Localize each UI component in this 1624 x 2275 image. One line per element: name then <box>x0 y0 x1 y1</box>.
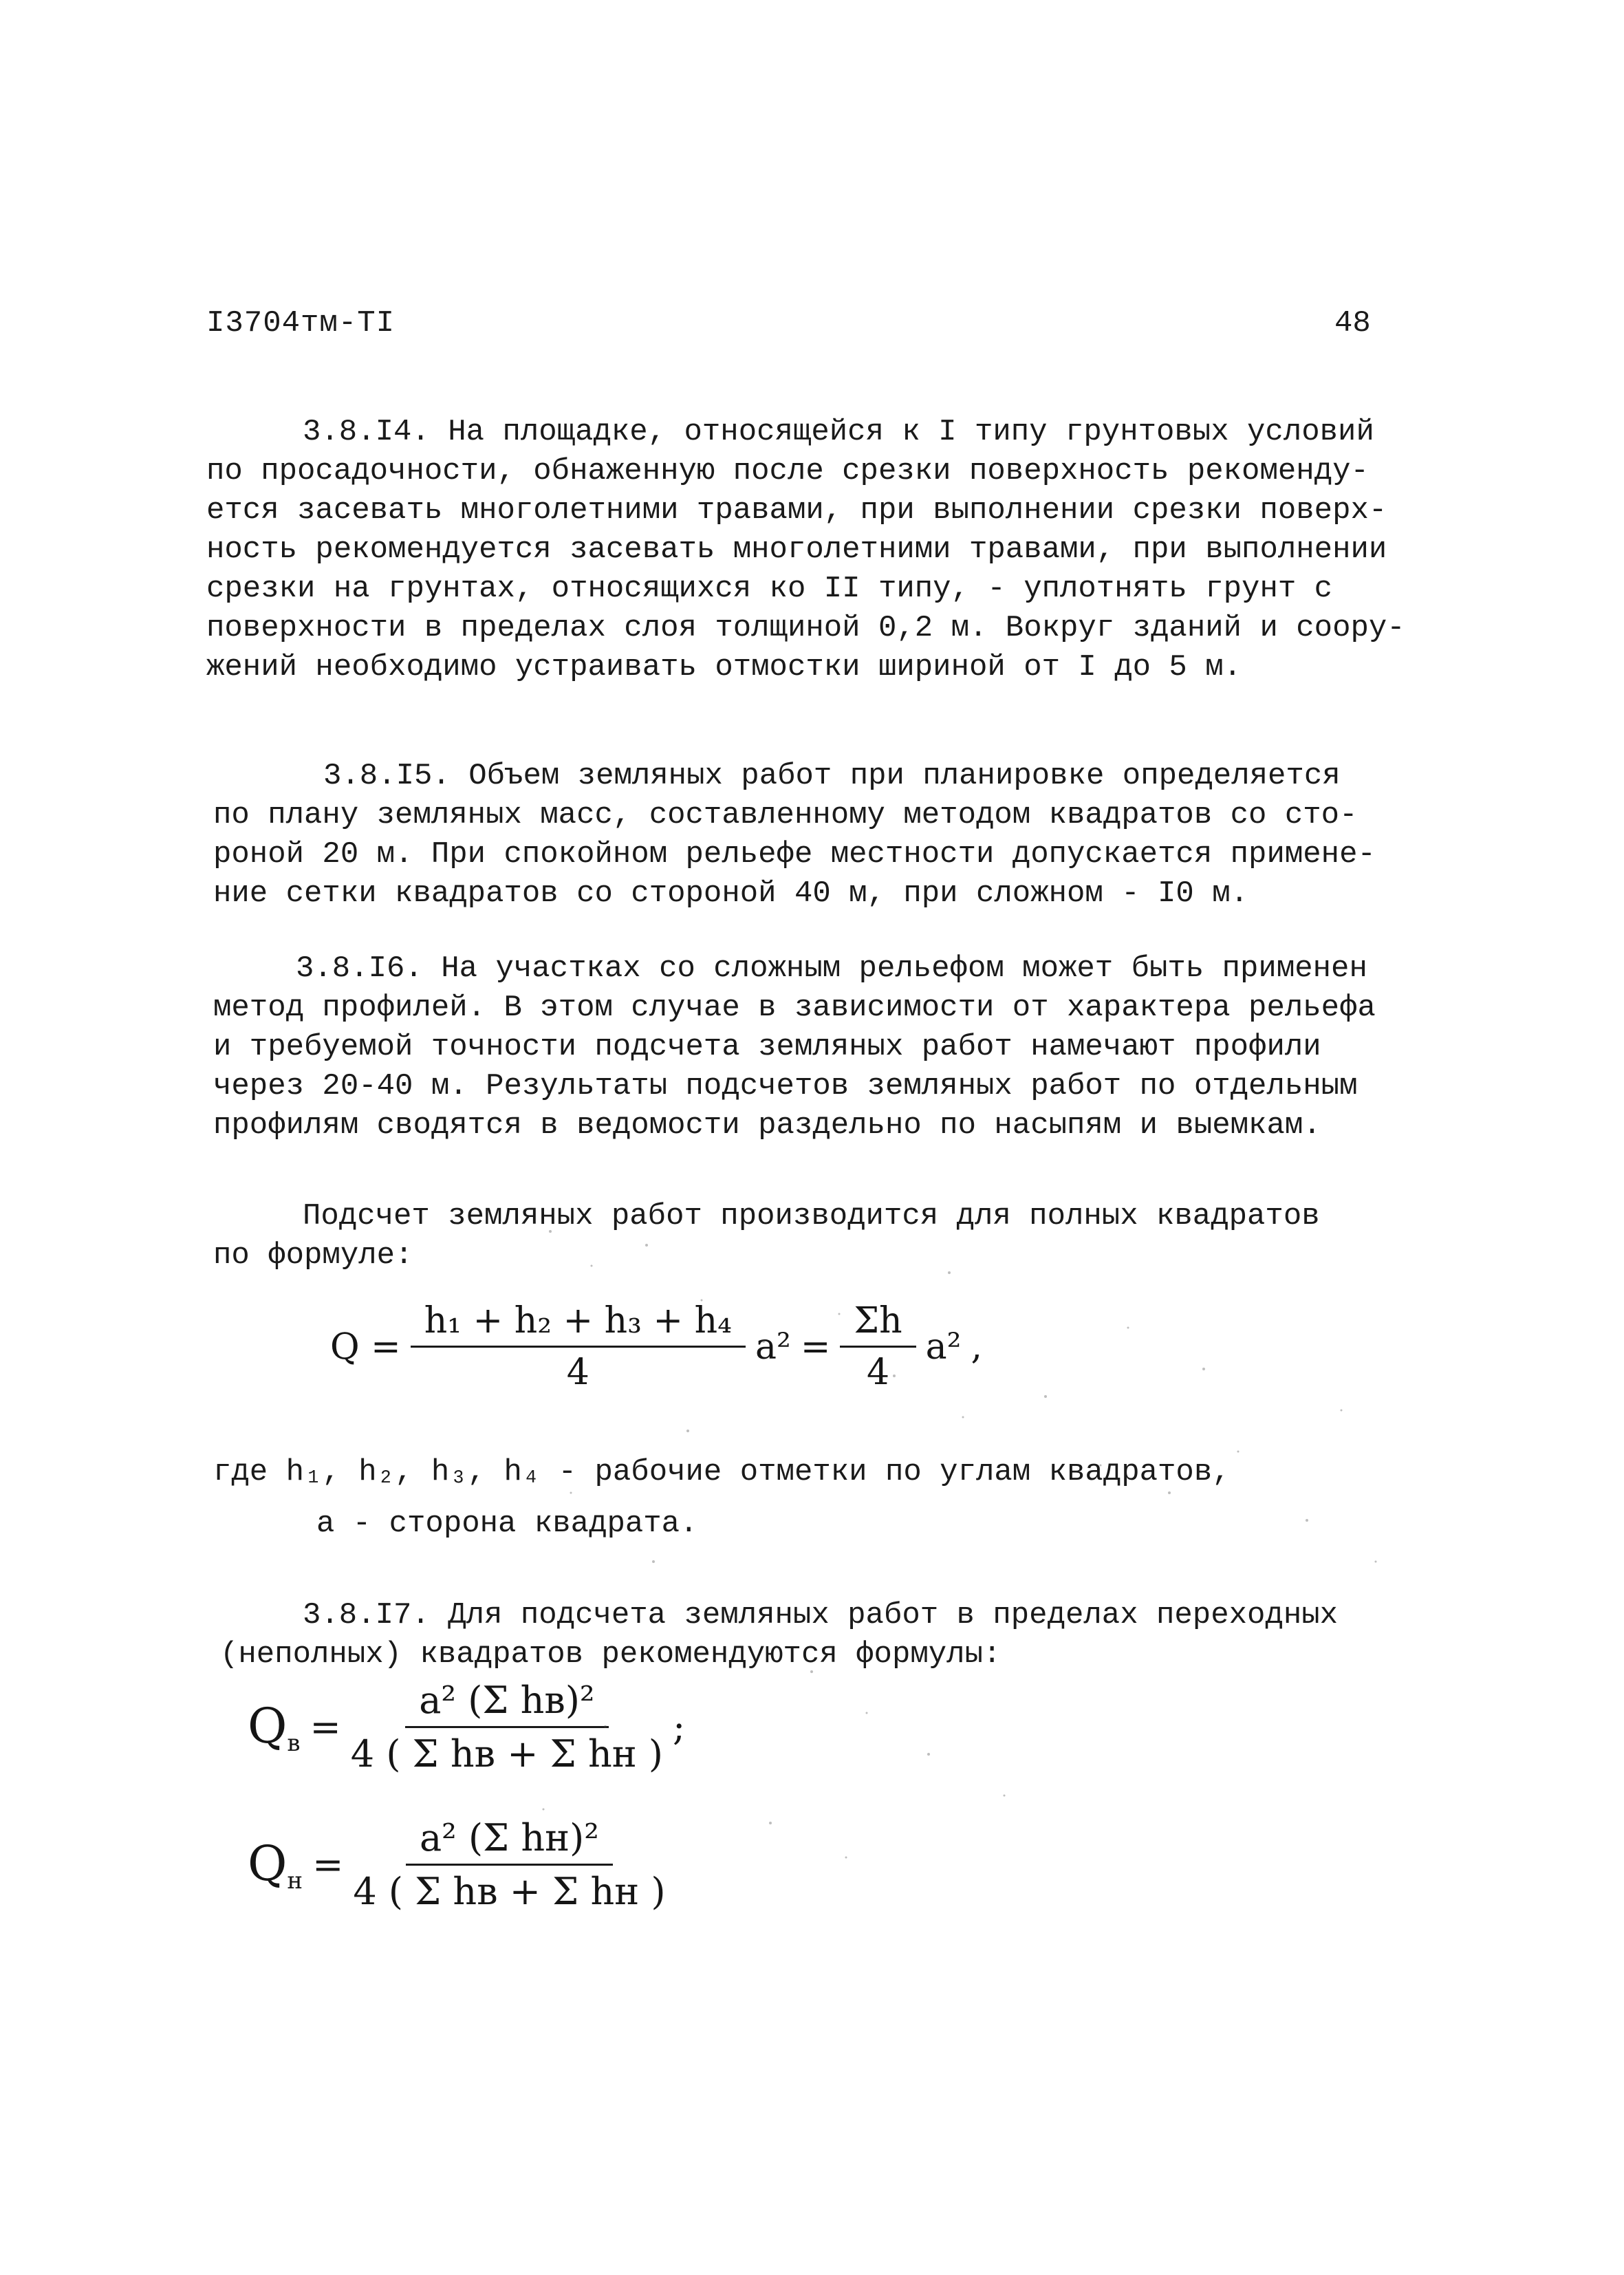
text-line: ность рекомендуется засевать многолетними травами, при выполнении <box>206 532 1387 567</box>
text-line: роной 20 м. При спокойном рельефе местности допускается примене- <box>213 837 1376 872</box>
text-line: и требуемой точности подсчета земляных работ намечают профили <box>213 1030 1321 1064</box>
formula-equals: = <box>312 1843 344 1886</box>
formula-semicolon: ; <box>673 1705 686 1749</box>
formula-fraction-2 <box>840 1300 916 1393</box>
text-line: ется засевать многолетними травами, при выполнении срезки поверх- <box>206 493 1387 528</box>
formula-q-symbol: $Q_н$ <box>248 1835 303 1895</box>
document-code: I3704тм-TI <box>206 306 396 341</box>
fraction-numerator: Σh <box>840 1300 916 1348</box>
formula-equals: = <box>310 1705 341 1749</box>
text-line: метод профилей. В этом случае в зависимости от характера рельефа <box>213 991 1376 1025</box>
text-line: по плану земляных масс, составленному методом квадратов со сто- <box>213 798 1358 832</box>
text-line: 3.8.I7. Для подсчета земляных работ в пределах переходных <box>303 1598 1339 1632</box>
paragraph-3-8-14 <box>206 413 1444 687</box>
text-line: (неполных) квадратов рекомендуются формулы: <box>220 1637 1002 1672</box>
text-line: 3.8.I6. На участках со сложным рельефом может быть применен <box>296 951 1367 986</box>
fraction-denominator: 4 <box>566 1352 589 1393</box>
text-line: по формуле: <box>213 1238 413 1273</box>
paragraph-3-8-15 <box>213 757 1451 914</box>
text-line: через 20-40 м. Результаты подсчетов земляных работ по отдельным <box>213 1069 1358 1103</box>
formula-fraction <box>351 1679 663 1776</box>
fraction-denominator: 4 ( Σ hв + Σ hн ) <box>353 1870 666 1913</box>
text-line: 3.8.I4. На площадке, относящейся к I типу грунтовых условий <box>303 415 1374 449</box>
formula-equals: = <box>800 1326 831 1368</box>
formula-fraction <box>353 1816 665 1913</box>
paragraph-3-8-17 <box>220 1596 1458 1674</box>
text-line: поверхности в пределах слоя толщиной 0,2 м. Вокруг зданий и соору- <box>206 611 1405 645</box>
text-line: жений необходимо устраивать отмостки шириной от I до 5 м. <box>206 650 1242 684</box>
fraction-denominator: 4 <box>866 1352 890 1393</box>
fraction-numerator: a² (Σ hв)² <box>405 1679 608 1728</box>
text-line: профилям сводятся в ведомости раздельно по насыпям и выемкам. <box>213 1108 1321 1143</box>
formula-factor: a² <box>755 1326 791 1368</box>
formula-legend-a: a - сторона квадрата. <box>316 1507 698 1541</box>
text-line: ние сетки квадратов со стороной 40 м, при сложном - I0 м. <box>213 876 1249 911</box>
fraction-numerator: a² (Σ hн)² <box>406 1816 613 1866</box>
text-line: по просадочности, обнаженную после срезки поверхность рекоменду- <box>206 454 1369 488</box>
formula-factor: a² <box>925 1326 962 1368</box>
text-line: срезки на грунтах, относящихся ко II типу, - уплотнять грунт с <box>206 572 1333 606</box>
paragraph-3-8-16 <box>213 949 1451 1145</box>
page-number: 48 <box>1334 306 1371 341</box>
text-line: 3.8.I5. Объем земляных работ при планировке определяется <box>323 759 1341 793</box>
formula-full-square <box>330 1300 982 1393</box>
formula-comma: , <box>971 1326 983 1368</box>
formula-q-symbol: $Q_в$ <box>248 1697 301 1757</box>
fraction-numerator: h₁ + h₂ + h₃ + h₄ <box>411 1300 746 1348</box>
formula-q-embankment <box>248 1816 666 1913</box>
paragraph-formula-intro <box>213 1197 1451 1275</box>
fraction-denominator: 4 ( Σ hв + Σ hн ) <box>350 1732 663 1776</box>
formula-fraction-1 <box>411 1300 746 1393</box>
text-line: Подсчет земляных работ производится для полных квадратов <box>303 1199 1320 1233</box>
formula-legend-h: где h₁, h₂, h₃, h₄ - рабочие отметки по углам квадратов, <box>213 1455 1231 1489</box>
formula-lhs: Q = <box>330 1326 401 1368</box>
formula-q-excavation <box>248 1679 685 1776</box>
